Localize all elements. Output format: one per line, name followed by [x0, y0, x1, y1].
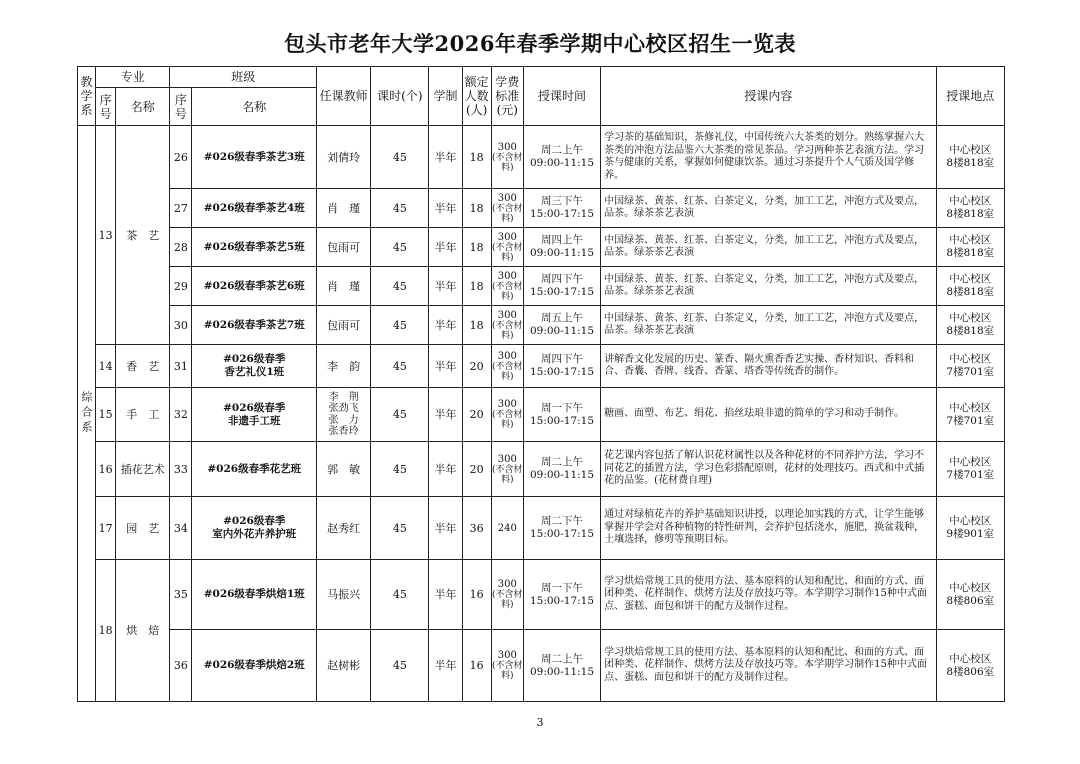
- schedule-time: 09:00-11:15: [529, 665, 595, 678]
- header-dept: 教学系: [78, 67, 96, 126]
- fee: 300: [497, 141, 517, 153]
- fee: 240: [491, 497, 523, 560]
- quota: 20: [462, 442, 491, 497]
- table-row: [78, 497, 1005, 560]
- schedule-cell: [523, 126, 600, 189]
- schedule-cell: [523, 345, 600, 388]
- header-class-seq: 序号: [170, 88, 192, 126]
- teacher: 马振兴: [317, 560, 371, 630]
- fee-cell: [491, 228, 523, 267]
- course-content: 讲解香文化发展的历史、篆香、隔火熏香香艺实操、香材知识、香料和合、香囊、香牌、线香、香篆、塔香等传统香的制作。: [601, 345, 936, 388]
- class-name-line2: 非遗手工班: [227, 414, 281, 427]
- schedule-day: 周一下午: [541, 401, 583, 414]
- class-seq: 32: [170, 388, 192, 442]
- quota: 18: [462, 189, 491, 228]
- quota: 18: [462, 126, 491, 189]
- table-row: [78, 189, 1005, 228]
- location: 中心校区: [949, 456, 992, 468]
- fee: 300: [497, 453, 517, 465]
- schedule-time: 15:00-17:15: [529, 594, 595, 607]
- quota: 16: [462, 630, 491, 702]
- location-cell: [936, 497, 1004, 560]
- fee-cell: [491, 306, 523, 345]
- quota: 18: [462, 306, 491, 345]
- header-location: 授课地点: [936, 67, 1004, 126]
- schedule-cell: [523, 442, 600, 497]
- schedule-day: 周二上午: [541, 456, 583, 468]
- location: 中心校区: [949, 515, 992, 527]
- class-name: #026级春季烘焙1班: [192, 560, 317, 630]
- fee-note: (不含材料): [492, 464, 523, 485]
- fee: 300: [497, 650, 517, 661]
- class-seq: 26: [170, 126, 192, 189]
- schedule-cell: [523, 560, 600, 630]
- quota: 20: [462, 345, 491, 388]
- location: 中心校区: [949, 234, 992, 246]
- location: 中心校区: [949, 312, 992, 324]
- class-name-line2: 室内外花卉养护班: [212, 528, 297, 540]
- term: 半年: [429, 388, 462, 442]
- schedule-cell: [523, 267, 600, 306]
- header-fee: 学费标准(元): [491, 67, 523, 126]
- location: 中心校区: [949, 273, 992, 285]
- schedule-cell: [523, 228, 600, 267]
- course-content: 花艺课内容包括了解认识花材属性以及各种花材的不同养护方法，学习不同花艺的插置方法，学习色彩搭配原则，花材的处理技巧。西式和中式插花的品鉴。(花材费自理): [601, 442, 936, 497]
- header-quota: 额定人数(人): [462, 67, 491, 126]
- fee-cell: [491, 388, 523, 442]
- header-term: 学制: [429, 67, 462, 126]
- fee-note: (不含材料): [492, 410, 523, 430]
- fee-cell: [491, 126, 523, 189]
- schedule-day: 周二上午: [541, 144, 583, 156]
- room: 8楼806室: [946, 665, 995, 678]
- room: 8楼818室: [946, 247, 995, 259]
- page-title: 包头市老年大学2026年春季学期中心校区招生一览表: [284, 31, 796, 56]
- fee-note: (不含材料): [492, 242, 523, 263]
- teacher: 张劲飞: [328, 403, 359, 414]
- header-class: 班级: [170, 67, 317, 88]
- class-seq: 33: [170, 442, 192, 497]
- quota: 16: [462, 560, 491, 630]
- schedule-cell: [523, 189, 600, 228]
- location-cell: [936, 345, 1004, 388]
- major-name: 插花艺术: [116, 442, 170, 497]
- room: 7楼701室: [946, 366, 995, 378]
- fee-note: (不含材料): [492, 281, 523, 302]
- class-seq: 27: [170, 189, 192, 228]
- table-row: [78, 345, 1005, 388]
- header-content: 授课内容: [601, 67, 936, 126]
- room: 8楼818室: [946, 325, 995, 337]
- schedule-time: 15:00-17:15: [529, 366, 595, 378]
- fee-note: (不含材料): [492, 661, 523, 681]
- header-major-name: 名称: [116, 88, 170, 126]
- course-content: 中国绿茶、黄茶、红茶、白茶定义，分类，加工工艺，冲泡方式及要点，品茶。绿茶茶艺表演: [601, 189, 936, 228]
- course-content: 通过对绿植花卉的养护基础知识讲授，以理论加实践的方式，让学生能够掌握并学会对各种植物的特性研判，会养护包括浇水，施肥，换盆栽种，土壤选择，修剪等预期目标。: [601, 497, 936, 560]
- table-row: [78, 388, 1005, 442]
- class-seq: 34: [170, 497, 192, 560]
- fee-note: (不含材料): [492, 590, 523, 610]
- major-seq: 15: [96, 388, 116, 442]
- quota: 18: [462, 228, 491, 267]
- fee-cell: [491, 560, 523, 630]
- table-row: [78, 560, 1005, 630]
- page-number: 3: [536, 716, 544, 729]
- major-name: 香 艺: [116, 345, 170, 388]
- major-seq: 14: [96, 345, 116, 388]
- location: 中心校区: [949, 144, 992, 156]
- course-content: 学习烘焙常规工具的使用方法、基本原料的认知和配比、和面的方式、面团种类、花样制作、烘烤方法及存放技巧等。本学期学习制作15种中式面点、蛋糕、面包和饼干的配方及制作过程。: [601, 560, 936, 630]
- schedule-time: 15:00-17:15: [529, 414, 595, 427]
- fee: 300: [497, 579, 517, 590]
- header-major: 专业: [96, 67, 170, 88]
- schedule-day: 周三下午: [541, 195, 583, 207]
- fee-cell: [491, 267, 523, 306]
- term: 半年: [429, 560, 462, 630]
- room: 8楼818室: [946, 286, 995, 298]
- schedule-time: 09:00-11:15: [529, 157, 595, 169]
- teacher: 张 力: [328, 414, 359, 426]
- header-hours: 课时(个): [371, 67, 429, 126]
- class-name-cell: [192, 388, 317, 442]
- location: 中心校区: [949, 401, 992, 414]
- schedule-time: 15:00-17:15: [529, 286, 595, 298]
- term: 半年: [429, 630, 462, 702]
- location-cell: [936, 560, 1004, 630]
- course-content: 中国绿茶、黄茶、红茶、白茶定义，分类，加工工艺，冲泡方式及要点，品茶。绿茶茶艺表演: [601, 267, 936, 306]
- course-content: 糖画、面塑、布艺、绢花、掐丝珐琅非遗的简单的学习和动手制作。: [601, 388, 936, 442]
- class-name: #026级春季茶艺7班: [192, 306, 317, 345]
- header-class-name: 名称: [192, 88, 317, 126]
- location-cell: [936, 126, 1004, 189]
- location-cell: [936, 189, 1004, 228]
- dept-name: 综合系: [80, 391, 94, 436]
- table-row: [78, 228, 1005, 267]
- hours: 45: [371, 267, 429, 306]
- schedule-time: 09:00-11:15: [529, 247, 595, 259]
- major-seq: 17: [96, 497, 116, 560]
- hours: 45: [371, 345, 429, 388]
- class-seq: 31: [170, 345, 192, 388]
- course-content: 中国绿茶、黄茶、红茶、白茶定义，分类，加工工艺，冲泡方式及要点，品茶。绿茶茶艺表演: [601, 306, 936, 345]
- location-cell: [936, 267, 1004, 306]
- room: 7楼701室: [946, 469, 995, 481]
- header-major-seq: 序号: [96, 88, 116, 126]
- schedule-day: 周四上午: [541, 234, 583, 246]
- schedule-day: 周四下午: [541, 353, 583, 365]
- schedule-time: 15:00-17:15: [529, 208, 595, 220]
- quota: 20: [462, 388, 491, 442]
- term: 半年: [429, 345, 462, 388]
- table-row: [78, 442, 1005, 497]
- fee-cell: [491, 630, 523, 702]
- schedule-day: 周四下午: [541, 273, 583, 285]
- schedule-cell: [523, 497, 600, 560]
- major-name: 烘 焙: [116, 560, 170, 702]
- major-seq: 13: [96, 126, 116, 345]
- term: 半年: [429, 126, 462, 189]
- table-row: [78, 630, 1005, 702]
- schedule-day: 周一下午: [541, 581, 583, 594]
- location-cell: [936, 388, 1004, 442]
- class-name: #026级春季茶艺5班: [192, 228, 317, 267]
- location-cell: [936, 306, 1004, 345]
- class-seq: 30: [170, 306, 192, 345]
- table-row: [78, 267, 1005, 306]
- location: 中心校区: [949, 652, 992, 665]
- teacher: 包雨可: [317, 228, 371, 267]
- class-name: #026级春季: [223, 515, 286, 527]
- teacher: 李 荆: [328, 391, 359, 403]
- dept-cell: [78, 126, 96, 702]
- term: 半年: [429, 442, 462, 497]
- hours: 45: [371, 442, 429, 497]
- term: 半年: [429, 306, 462, 345]
- term: 半年: [429, 228, 462, 267]
- enrollment-table: [77, 66, 1005, 702]
- location: 中心校区: [949, 581, 992, 594]
- class-seq: 36: [170, 630, 192, 702]
- table-row: [78, 306, 1005, 345]
- room: 8楼818室: [946, 208, 995, 220]
- teacher: 张香玲: [328, 426, 359, 437]
- class-seq: 29: [170, 267, 192, 306]
- table-row: [78, 126, 1005, 189]
- hours: 45: [371, 388, 429, 442]
- major-name: 园 艺: [116, 497, 170, 560]
- class-name-cell: [192, 345, 317, 388]
- major-seq: 16: [96, 442, 116, 497]
- location-cell: [936, 228, 1004, 267]
- schedule-day: 周二上午: [541, 652, 583, 665]
- location-cell: [936, 630, 1004, 702]
- class-name-cell: [192, 497, 317, 560]
- fee-note: (不含材料): [492, 361, 523, 382]
- location: 中心校区: [949, 195, 992, 207]
- schedule-cell: [523, 630, 600, 702]
- teacher: 李 韵: [317, 345, 371, 388]
- class-name: #026级春季: [223, 401, 286, 414]
- hours: 45: [371, 630, 429, 702]
- location: 中心校区: [949, 353, 992, 365]
- header-teacher: 任课教师: [317, 67, 371, 126]
- fee: 300: [497, 350, 517, 362]
- fee-cell: [491, 189, 523, 228]
- schedule-day: 周二下午: [541, 515, 583, 527]
- class-name: #026级春季茶艺6班: [192, 267, 317, 306]
- teacher: 肖 瑾: [317, 189, 371, 228]
- class-name: #026级春季花艺班: [192, 442, 317, 497]
- teacher: 刘倩玲: [317, 126, 371, 189]
- class-name: #026级春季茶艺4班: [192, 189, 317, 228]
- course-content: 学习烘焙常规工具的使用方法、基本原料的认知和配比、和面的方式、面团种类、花样制作、烘烤方法及存放技巧等。本学期学习制作15种中式面点、蛋糕、面包和饼干的配方及制作过程。: [601, 630, 936, 702]
- major-name: 手 工: [116, 388, 170, 442]
- room: 8楼818室: [946, 157, 995, 169]
- fee: 300: [497, 231, 517, 243]
- fee-note: (不含材料): [492, 320, 523, 341]
- class-name-line2: 香艺礼仪1班: [224, 366, 285, 378]
- fee-cell: [491, 345, 523, 388]
- teacher: 郭 敏: [317, 442, 371, 497]
- teacher: 赵秀红: [317, 497, 371, 560]
- fee-cell: [491, 442, 523, 497]
- room: 7楼701室: [946, 414, 995, 427]
- header-schedule: 授课时间: [523, 67, 600, 126]
- schedule-time: 09:00-11:15: [529, 325, 595, 337]
- fee: 300: [497, 270, 517, 282]
- room: 8楼806室: [946, 594, 995, 607]
- term: 半年: [429, 189, 462, 228]
- fee: 300: [497, 399, 517, 410]
- teacher: 赵树彬: [317, 630, 371, 702]
- major-name: 茶 艺: [116, 126, 170, 345]
- class-name: #026级春季: [223, 353, 286, 365]
- fee-note: (不含材料): [492, 203, 523, 224]
- hours: 45: [371, 228, 429, 267]
- class-name: #026级春季茶艺3班: [192, 126, 317, 189]
- term: 半年: [429, 497, 462, 560]
- teacher-cell: [317, 388, 371, 442]
- course-content: 中国绿茶、黄茶、红茶、白茶定义，分类，加工工艺，冲泡方式及要点，品茶。绿茶茶艺表演: [601, 228, 936, 267]
- class-name: #026级春季烘焙2班: [192, 630, 317, 702]
- room: 9楼901室: [946, 528, 995, 540]
- quota: 18: [462, 267, 491, 306]
- course-content: 学习茶的基础知识，茶修礼仪，中国传统六大茶类的划分。熟练掌握六大茶类的冲泡方法品鉴六大茶类的常见茶品。学习两种茶艺表演方法。学习茶与健康的关系，掌握如何健康饮茶。通过习茶提升个人气质及国学修养。: [601, 126, 936, 189]
- class-seq: 28: [170, 228, 192, 267]
- teacher: 肖 瑾: [317, 267, 371, 306]
- hours: 45: [371, 306, 429, 345]
- fee: 300: [497, 309, 517, 321]
- schedule-cell: [523, 306, 600, 345]
- schedule-day: 周五上午: [541, 312, 583, 324]
- location-cell: [936, 442, 1004, 497]
- teacher: 包雨可: [317, 306, 371, 345]
- hours: 45: [371, 126, 429, 189]
- schedule-time: 15:00-17:15: [529, 528, 595, 540]
- hours: 45: [371, 497, 429, 560]
- fee-note: (不含材料): [492, 152, 523, 173]
- schedule-cell: [523, 388, 600, 442]
- major-seq: 18: [96, 560, 116, 702]
- schedule-time: 09:00-11:15: [529, 469, 595, 481]
- class-seq: 35: [170, 560, 192, 630]
- hours: 45: [371, 560, 429, 630]
- hours: 45: [371, 189, 429, 228]
- quota: 36: [462, 497, 491, 560]
- fee: 300: [497, 192, 517, 204]
- term: 半年: [429, 267, 462, 306]
